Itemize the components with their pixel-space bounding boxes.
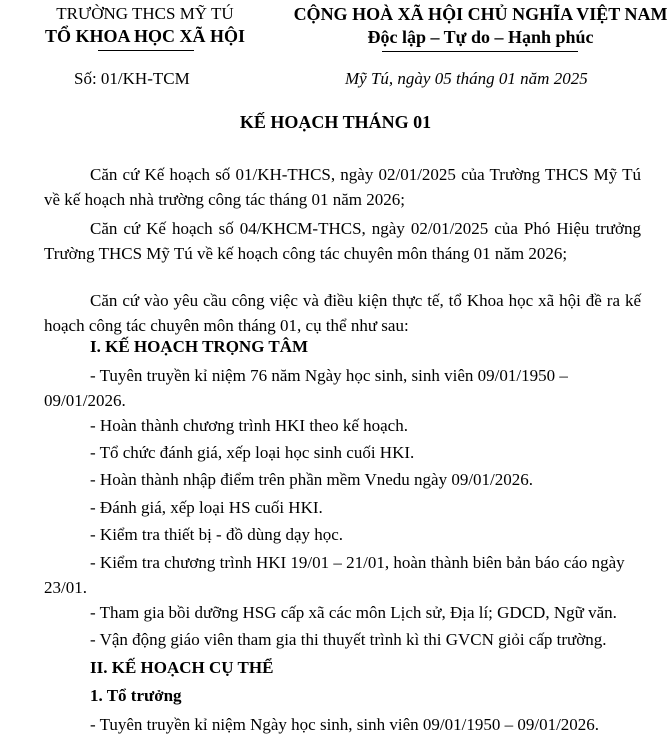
section-1-heading: I. KẾ HOẠCH TRỌNG TÂM xyxy=(90,337,309,356)
motto-underline xyxy=(382,51,578,52)
nation-title: CỘNG HOÀ XÃ HỘI CHỦ NGHĨA VIỆT NAM xyxy=(293,4,668,24)
section-2-item: - Tuyên truyền kỉ niệm Ngày học sinh, sinh viên 09/01/1950 – 09/01/2026. xyxy=(90,715,600,734)
section-2-heading: II. KẾ HOẠCH CỤ THỂ xyxy=(90,658,274,677)
section-1-item: - Tuyên truyền kỉ niệm 76 năm Ngày học sinh, sinh viên 09/01/1950 – 09/01/2026. xyxy=(44,366,568,410)
place-date: Mỹ Tú, ngày 05 tháng 01 năm 2025 xyxy=(345,69,588,88)
section-1-item: - Kiểm tra thiết bị - đồ dùng dạy học. xyxy=(90,525,344,544)
department-name: TỔ KHOA HỌC XÃ HỘI xyxy=(44,26,246,46)
school-name: TRƯỜNG THCS MỸ TÚ xyxy=(56,4,234,23)
section-1-item: - Kiểm tra chương trình HKI 19/01 – 21/01, hoàn thành biên bản báo cáo ngày 23/01. xyxy=(44,553,625,597)
section-1-item: - Hoàn thành nhập điểm trên phần mềm Vnedu ngày 09/01/2026. xyxy=(90,470,534,489)
section-1-item: - Hoàn thành chương trình HKI theo kế hoạch. xyxy=(90,416,408,435)
section-1-item: - Vận động giáo viên tham gia thi thuyết trình kì thi GVCN giỏi cấp trường. xyxy=(90,630,607,649)
department-underline xyxy=(98,50,194,51)
motto: Độc lập – Tự do – Hạnh phúc xyxy=(367,27,594,47)
preamble-paragraph-1: Căn cứ Kế hoạch số 01/KH-THCS, ngày 02/01/2025 của Trường THCS Mỹ Tú về kế hoạch nhà trường công tác tháng 01 năm 2026; xyxy=(44,165,641,209)
section-1-item: - Tổ chức đánh giá, xếp loại học sinh cuối HKI. xyxy=(90,443,415,462)
document-number: Số: 01/KH-TCM xyxy=(74,69,190,88)
document-title: KẾ HOẠCH THÁNG 01 xyxy=(239,112,432,132)
section-2-subheading: 1. Tổ trưởng xyxy=(90,686,182,705)
section-1-item: - Tham gia bồi dưỡng HSG cấp xã các môn Lịch sử, Địa lí; GDCD, Ngữ văn. xyxy=(90,603,617,622)
preamble-paragraph-3: Căn cứ vào yêu cầu công việc và điều kiện thực tế, tổ Khoa học xã hội đề ra kế hoạch công tác chuyên môn tháng 01, cụ thể như sau: xyxy=(44,291,641,335)
section-1-item: - Đánh giá, xếp loại HS cuối HKI. xyxy=(90,498,323,517)
preamble-paragraph-2: Căn cứ Kế hoạch số 04/KHCM-THCS, ngày 02/01/2025 của Phó Hiệu trưởng Trường THCS Mỹ Tú về kế hoạch công tác chuyên môn tháng 01 năm 2026; xyxy=(44,219,641,263)
